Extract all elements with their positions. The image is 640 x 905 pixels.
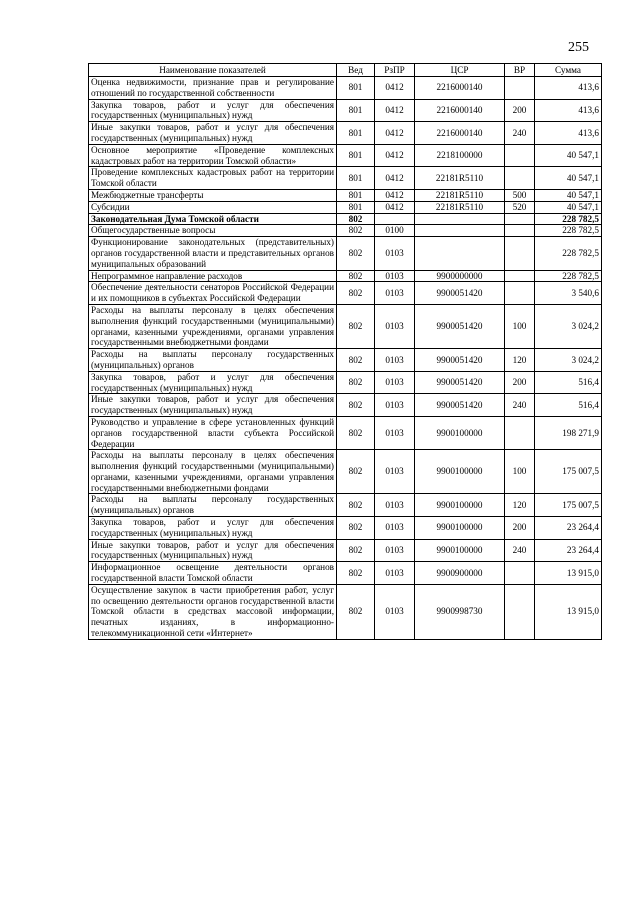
cell-sum: 228 782,5 bbox=[535, 237, 602, 270]
cell-sum: 175 007,5 bbox=[535, 494, 602, 517]
cell-rzpr: 0103 bbox=[375, 494, 415, 517]
cell-rzpr: 0412 bbox=[375, 77, 415, 100]
cell-sum: 13 915,0 bbox=[535, 584, 602, 639]
cell-rzpr: 0103 bbox=[375, 282, 415, 305]
cell-rzpr: 0103 bbox=[375, 304, 415, 348]
cell-csr: 22181R5110 bbox=[415, 201, 505, 213]
cell-sum: 3 024,2 bbox=[535, 349, 602, 372]
cell-vr: 500 bbox=[505, 189, 535, 201]
cell-name: Основное мероприятие «Проведение комплексных кадастровых работ на территории Томской области» bbox=[89, 144, 337, 167]
cell-csr: 2218100000 bbox=[415, 144, 505, 167]
cell-ved: 801 bbox=[337, 122, 375, 145]
cell-sum: 23 264,4 bbox=[535, 539, 602, 562]
cell-name: Оценка недвижимости, признание прав и регулирование отношений по государственной собственности bbox=[89, 77, 337, 100]
cell-rzpr bbox=[375, 213, 415, 225]
header-name: Наименование показателей bbox=[89, 64, 337, 77]
cell-vr bbox=[505, 282, 535, 305]
cell-sum: 23 264,4 bbox=[535, 517, 602, 540]
cell-name: Расходы на выплаты персоналу в целях обеспечения выполнения функций государственными (муниципальными) органами, казенными учреждениями, органами управления государственными внебюджетными фондами bbox=[89, 450, 337, 494]
cell-rzpr: 0103 bbox=[375, 371, 415, 394]
cell-name: Закупка товаров, работ и услуг для обеспечения государственных (муниципальных) нужд bbox=[89, 517, 337, 540]
table-row bbox=[89, 237, 602, 270]
cell-name: Иные закупки товаров, работ и услуг для обеспечения государственных (муниципальных) нужд bbox=[89, 122, 337, 145]
cell-csr: 9900100000 bbox=[415, 539, 505, 562]
cell-rzpr: 0103 bbox=[375, 450, 415, 494]
table-row bbox=[89, 144, 602, 167]
cell-vr bbox=[505, 237, 535, 270]
cell-csr: 22181R5110 bbox=[415, 189, 505, 201]
cell-csr bbox=[415, 225, 505, 237]
cell-csr: 2216000140 bbox=[415, 122, 505, 145]
header-vr: ВР bbox=[505, 64, 535, 77]
cell-name: Проведение комплексных кадастровых работ на территории Томской области bbox=[89, 167, 337, 190]
cell-name: Информационное освещение деятельности органов государственной власти Томской области bbox=[89, 562, 337, 585]
cell-vr: 200 bbox=[505, 99, 535, 122]
table-row bbox=[89, 189, 602, 201]
table-row bbox=[89, 494, 602, 517]
cell-ved: 802 bbox=[337, 539, 375, 562]
cell-vr bbox=[505, 270, 535, 282]
cell-sum: 40 547,1 bbox=[535, 167, 602, 190]
table-header bbox=[89, 64, 602, 77]
table-row bbox=[89, 225, 602, 237]
cell-name: Иные закупки товаров, работ и услуг для обеспечения государственных (муниципальных) нужд bbox=[89, 539, 337, 562]
cell-csr: 9900051420 bbox=[415, 282, 505, 305]
cell-sum: 413,6 bbox=[535, 99, 602, 122]
cell-sum: 228 782,5 bbox=[535, 225, 602, 237]
table-row bbox=[89, 201, 602, 213]
cell-csr: 9900900000 bbox=[415, 562, 505, 585]
cell-ved: 802 bbox=[337, 562, 375, 585]
header-rzpr: РзПР bbox=[375, 64, 415, 77]
cell-csr: 9900100000 bbox=[415, 517, 505, 540]
cell-name: Осуществление закупок в части приобретения работ, услуг по освещению деятельности органов государственной власти Томской области в средствах массовой информации, печатных изданиях, в информационно-телекоммуникационной сети «Интернет» bbox=[89, 584, 337, 639]
cell-sum: 198 271,9 bbox=[535, 416, 602, 449]
cell-rzpr: 0103 bbox=[375, 270, 415, 282]
table-row bbox=[89, 416, 602, 449]
cell-ved: 801 bbox=[337, 167, 375, 190]
cell-vr: 200 bbox=[505, 371, 535, 394]
cell-name: Непрограммное направление расходов bbox=[89, 270, 337, 282]
cell-ved: 802 bbox=[337, 213, 375, 225]
cell-sum: 516,4 bbox=[535, 371, 602, 394]
header-sum: Сумма bbox=[535, 64, 602, 77]
table-row bbox=[89, 270, 602, 282]
cell-csr: 2216000140 bbox=[415, 77, 505, 100]
cell-rzpr: 0103 bbox=[375, 517, 415, 540]
table-row bbox=[89, 304, 602, 348]
cell-rzpr: 0103 bbox=[375, 539, 415, 562]
cell-ved: 802 bbox=[337, 270, 375, 282]
cell-ved: 801 bbox=[337, 99, 375, 122]
cell-csr: 9900998730 bbox=[415, 584, 505, 639]
cell-name: Закупка товаров, работ и услуг для обеспечения государственных (муниципальных) нужд bbox=[89, 99, 337, 122]
cell-csr: 9900051420 bbox=[415, 349, 505, 372]
cell-name: Руководство и управление в сфере установленных функций органов государственной власти субъекта Российской Федерации bbox=[89, 416, 337, 449]
cell-ved: 802 bbox=[337, 394, 375, 417]
cell-rzpr: 0412 bbox=[375, 189, 415, 201]
cell-ved: 802 bbox=[337, 584, 375, 639]
cell-rzpr: 0100 bbox=[375, 225, 415, 237]
cell-ved: 801 bbox=[337, 144, 375, 167]
cell-vr bbox=[505, 213, 535, 225]
cell-csr: 9900000000 bbox=[415, 270, 505, 282]
cell-rzpr: 0103 bbox=[375, 416, 415, 449]
cell-sum: 3 024,2 bbox=[535, 304, 602, 348]
table-row bbox=[89, 77, 602, 100]
cell-vr bbox=[505, 584, 535, 639]
cell-ved: 802 bbox=[337, 494, 375, 517]
cell-rzpr: 0103 bbox=[375, 584, 415, 639]
table-body bbox=[89, 77, 602, 640]
cell-vr bbox=[505, 225, 535, 237]
cell-csr: 9900100000 bbox=[415, 450, 505, 494]
cell-ved: 802 bbox=[337, 517, 375, 540]
cell-csr: 9900100000 bbox=[415, 416, 505, 449]
cell-vr: 200 bbox=[505, 517, 535, 540]
cell-csr: 2216000140 bbox=[415, 99, 505, 122]
budget-table bbox=[88, 63, 602, 640]
table-row bbox=[89, 122, 602, 145]
table-row bbox=[89, 371, 602, 394]
cell-sum: 413,6 bbox=[535, 122, 602, 145]
cell-ved: 801 bbox=[337, 77, 375, 100]
cell-rzpr: 0412 bbox=[375, 144, 415, 167]
cell-vr bbox=[505, 562, 535, 585]
cell-name: Межбюджетные трансферты bbox=[89, 189, 337, 201]
cell-rzpr: 0103 bbox=[375, 394, 415, 417]
cell-vr: 240 bbox=[505, 122, 535, 145]
table-row bbox=[89, 167, 602, 190]
cell-vr: 100 bbox=[505, 304, 535, 348]
cell-csr: 22181R5110 bbox=[415, 167, 505, 190]
cell-name: Функционирование законодательных (представительных) органов государственной власти и представительных органов муниципальных образований bbox=[89, 237, 337, 270]
table-row bbox=[89, 517, 602, 540]
cell-name: Законодательная Дума Томской области bbox=[89, 213, 337, 225]
cell-sum: 3 540,6 bbox=[535, 282, 602, 305]
table-row bbox=[89, 282, 602, 305]
cell-sum: 40 547,1 bbox=[535, 144, 602, 167]
cell-rzpr: 0412 bbox=[375, 122, 415, 145]
cell-name: Общегосударственные вопросы bbox=[89, 225, 337, 237]
cell-vr bbox=[505, 77, 535, 100]
table-row bbox=[89, 450, 602, 494]
cell-ved: 802 bbox=[337, 371, 375, 394]
cell-rzpr: 0103 bbox=[375, 349, 415, 372]
cell-name: Обеспечение деятельности сенаторов Российской Федерации и их помощников в субъектах Российской Федерации bbox=[89, 282, 337, 305]
cell-vr: 120 bbox=[505, 494, 535, 517]
cell-csr: 9900100000 bbox=[415, 494, 505, 517]
cell-rzpr: 0412 bbox=[375, 201, 415, 213]
cell-rzpr: 0412 bbox=[375, 99, 415, 122]
cell-ved: 802 bbox=[337, 225, 375, 237]
cell-ved: 801 bbox=[337, 201, 375, 213]
cell-csr: 9900051420 bbox=[415, 304, 505, 348]
table-row bbox=[89, 562, 602, 585]
table-row bbox=[89, 584, 602, 639]
table-row bbox=[89, 394, 602, 417]
table-row bbox=[89, 213, 602, 225]
header-ved: Вед bbox=[337, 64, 375, 77]
cell-ved: 802 bbox=[337, 416, 375, 449]
table-row bbox=[89, 349, 602, 372]
cell-sum: 13 915,0 bbox=[535, 562, 602, 585]
cell-vr bbox=[505, 144, 535, 167]
cell-vr: 240 bbox=[505, 539, 535, 562]
cell-name: Расходы на выплаты персоналу в целях обеспечения выполнения функций государственными (муниципальными) органами, казенными учреждениями, органами управления государственными внебюджетными фондами bbox=[89, 304, 337, 348]
cell-sum: 413,6 bbox=[535, 77, 602, 100]
header-csr: ЦСР bbox=[415, 64, 505, 77]
cell-name: Субсидии bbox=[89, 201, 337, 213]
cell-ved: 802 bbox=[337, 282, 375, 305]
cell-sum: 40 547,1 bbox=[535, 201, 602, 213]
cell-ved: 802 bbox=[337, 450, 375, 494]
cell-csr: 9900051420 bbox=[415, 394, 505, 417]
cell-rzpr: 0412 bbox=[375, 167, 415, 190]
cell-ved: 802 bbox=[337, 349, 375, 372]
cell-rzpr: 0103 bbox=[375, 562, 415, 585]
cell-sum: 516,4 bbox=[535, 394, 602, 417]
cell-csr bbox=[415, 237, 505, 270]
cell-vr: 520 bbox=[505, 201, 535, 213]
cell-vr: 120 bbox=[505, 349, 535, 372]
cell-name: Расходы на выплаты персоналу государственных (муниципальных) органов bbox=[89, 494, 337, 517]
cell-csr bbox=[415, 213, 505, 225]
cell-ved: 802 bbox=[337, 237, 375, 270]
cell-vr bbox=[505, 416, 535, 449]
cell-sum: 40 547,1 bbox=[535, 189, 602, 201]
cell-ved: 802 bbox=[337, 304, 375, 348]
cell-csr: 9900051420 bbox=[415, 371, 505, 394]
cell-sum: 228 782,5 bbox=[535, 213, 602, 225]
cell-vr bbox=[505, 167, 535, 190]
page-number: 255 bbox=[568, 40, 589, 55]
cell-name: Иные закупки товаров, работ и услуг для обеспечения государственных (муниципальных) нужд bbox=[89, 394, 337, 417]
cell-vr: 240 bbox=[505, 394, 535, 417]
cell-vr: 100 bbox=[505, 450, 535, 494]
cell-name: Расходы на выплаты персоналу государственных (муниципальных) органов bbox=[89, 349, 337, 372]
cell-ved: 801 bbox=[337, 189, 375, 201]
cell-sum: 175 007,5 bbox=[535, 450, 602, 494]
cell-name: Закупка товаров, работ и услуг для обеспечения государственных (муниципальных) нужд bbox=[89, 371, 337, 394]
cell-sum: 228 782,5 bbox=[535, 270, 602, 282]
cell-rzpr: 0103 bbox=[375, 237, 415, 270]
table-row bbox=[89, 99, 602, 122]
table-row bbox=[89, 539, 602, 562]
